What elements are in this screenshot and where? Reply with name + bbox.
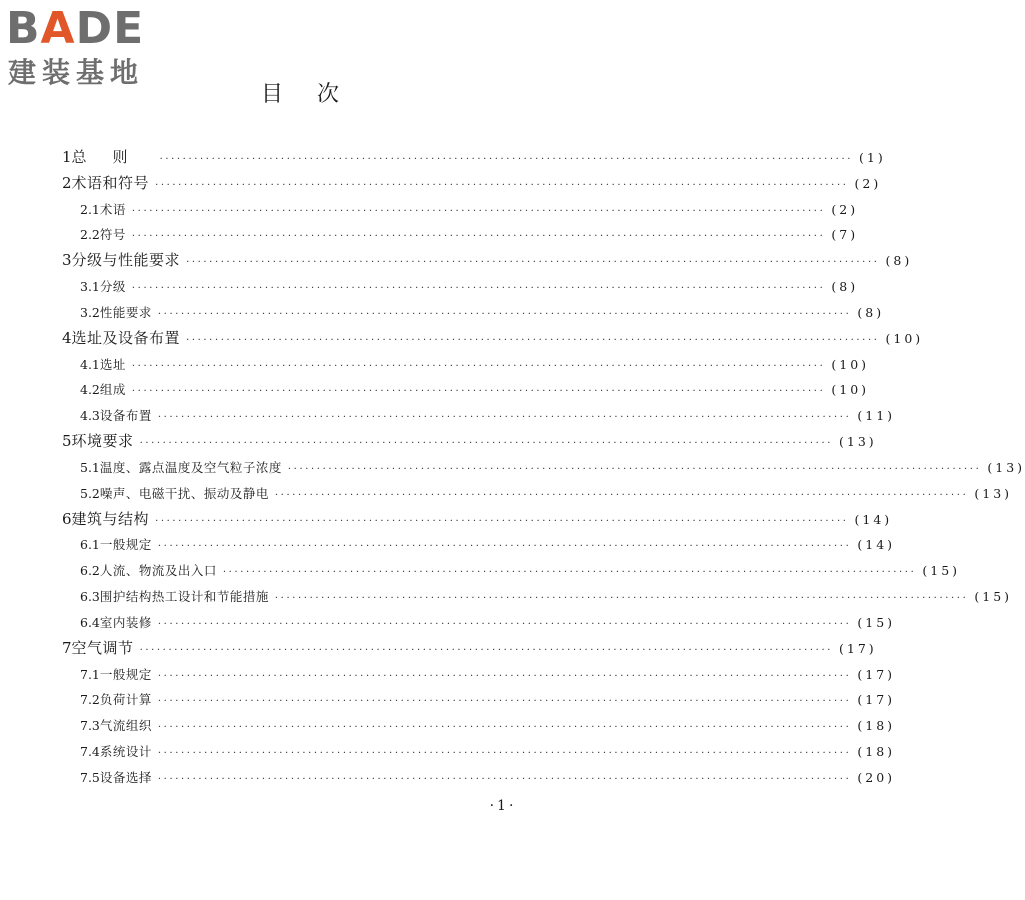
toc-entry-label: 空气调节 [71, 638, 134, 657]
toc-entry-number: 4.2 [80, 382, 100, 398]
toc-entry-number: 6.3 [80, 589, 100, 605]
toc-entry-page: (13) [974, 485, 1013, 501]
toc-entry-label: 术语和符号 [71, 173, 150, 192]
dot-leader: ························································································································ [274, 489, 969, 501]
dot-leader: ························································································································ [155, 515, 849, 527]
toc-entry-page: (11) [857, 408, 896, 424]
toc-entry-number: 5 [62, 432, 72, 451]
toc-entry-page: (7) [831, 227, 859, 243]
toc-entry-label: 围护结构热工设计和节能措施 [99, 589, 269, 605]
toc-entry-page: (18) [857, 744, 896, 760]
toc-section-entry[interactable] [62, 352, 870, 378]
dot-leader: ························································································································ [157, 308, 852, 320]
toc-entry-number: 6 [62, 509, 72, 528]
toc-section-entry[interactable] [62, 274, 859, 300]
toc-section-entry[interactable] [62, 662, 896, 688]
toc-section-entry[interactable] [62, 610, 896, 636]
toc-entry-page: (10) [885, 330, 924, 346]
toc-entry-label: 一般规定 [99, 537, 152, 553]
toc-chapter-entry[interactable] [62, 429, 877, 455]
toc-entry-label: 气流组织 [99, 718, 152, 734]
dot-leader: ························································································································ [139, 644, 834, 656]
toc-entry-page: (1) [859, 150, 886, 165]
dot-leader: ························································································································ [155, 179, 849, 191]
dot-leader: ························································································································ [131, 386, 826, 398]
toc-entry-page: (2) [854, 175, 882, 191]
toc-entry-number: 6.4 [80, 614, 100, 630]
toc-entry-number: 6.1 [80, 537, 100, 553]
toc-entry-label: 系统设计 [99, 744, 152, 760]
dot-leader: ························································································································ [131, 205, 826, 217]
toc-entry-page: (8) [857, 304, 885, 320]
toc-entry-number: 2.2 [80, 227, 100, 243]
toc-entry-label: 性能要求 [99, 304, 152, 320]
dot-leader: ························································································································ [131, 283, 826, 295]
toc-entry-page: (17) [857, 692, 896, 708]
toc-section-entry[interactable] [62, 584, 1013, 610]
toc-entry-number: 4 [62, 328, 72, 347]
toc-section-entry[interactable] [62, 687, 896, 713]
toc-section-entry[interactable] [62, 403, 896, 429]
toc-entry-label: 分级 [99, 279, 126, 295]
toc-section-entry[interactable] [62, 558, 961, 584]
toc-entry-number: 2.1 [80, 201, 100, 217]
toc-entry-number: 2 [62, 173, 72, 192]
toc-entry-label: 温度、露点温度及空气粒子浓度 [99, 459, 282, 475]
toc-entry-number: 6.2 [80, 563, 100, 579]
toc-entry-label: 噪声、电磁干扰、振动及静电 [99, 485, 269, 501]
toc-chapter-entry[interactable] [62, 145, 886, 171]
dot-leader: ························································································································ [139, 438, 834, 450]
toc-entry-page: (2) [831, 201, 859, 217]
toc-entry-label: 选址及设备布置 [71, 328, 181, 347]
toc-entry-label: 人流、物流及出入口 [99, 563, 217, 579]
toc-section-entry[interactable] [62, 300, 885, 326]
dot-leader: ························································································································ [186, 334, 880, 346]
toc-section-entry[interactable] [62, 377, 870, 403]
toc-entry-label: 室内装修 [99, 614, 152, 630]
toc-entry-label: 选址 [99, 356, 126, 372]
dot-leader: ························································································································ [157, 541, 852, 553]
toc-entry-page: (10) [831, 382, 870, 398]
dot-leader: ························································································································ [287, 463, 982, 475]
toc-section-entry[interactable] [62, 222, 859, 248]
toc-chapter-entry[interactable] [62, 636, 877, 662]
toc-entry-number: 5.1 [80, 459, 100, 475]
dot-leader: ························································································································ [157, 696, 852, 708]
toc-entry-label: 环境要求 [71, 432, 134, 451]
dot-leader: ························································································································ [157, 412, 852, 424]
toc-entry-page: (18) [857, 718, 896, 734]
dot-leader: ························································································································ [131, 360, 826, 372]
dot-leader: ························································································································ [157, 722, 852, 734]
dot-leader: ························································································································ [131, 231, 826, 243]
toc-entry-label: 术语 [99, 201, 126, 217]
dot-leader: ························································································································ [274, 593, 969, 605]
toc-entry-page: (15) [857, 614, 896, 630]
toc-chapter-entry[interactable] [62, 507, 893, 533]
toc-entry-label: 符号 [99, 227, 126, 243]
toc-entry-label: 设备选择 [99, 769, 152, 785]
toc-chapter-entry[interactable] [62, 326, 924, 352]
toc-chapter-entry[interactable] [62, 248, 913, 274]
toc-entry-label: 总则 [71, 148, 154, 166]
toc-section-entry[interactable] [62, 455, 1025, 481]
toc-entry-page: (15) [974, 589, 1013, 605]
dot-leader: ························································································································ [222, 567, 917, 579]
logo-chinese-name: 建装基地 [8, 56, 145, 89]
toc-entry-number: 3.1 [80, 279, 100, 295]
toc-entry-number: 7.5 [80, 769, 100, 785]
toc-entry-page: (13) [839, 434, 877, 450]
toc-entry-page: (14) [854, 511, 893, 527]
toc-section-entry[interactable] [62, 532, 896, 558]
toc-entry-page: (17) [839, 640, 877, 656]
dot-leader: ························································································································ [157, 670, 852, 682]
logo-wordmark: BADE [6, 3, 145, 54]
toc-entry-label: 负荷计算 [99, 692, 152, 708]
toc-section-entry[interactable] [62, 739, 896, 765]
toc-entry-page: (17) [857, 666, 896, 682]
toc-entry-number: 7.1 [80, 666, 100, 682]
dot-leader: ························································································································ [157, 748, 852, 760]
page-title: 目次 [260, 82, 373, 107]
toc-entry-page: (20) [857, 769, 896, 785]
dot-leader: ························································································································ [159, 154, 854, 165]
toc-entry-number: 7 [62, 638, 72, 657]
toc-entry-number: 3.2 [80, 304, 100, 320]
toc-entry-page: (8) [831, 279, 859, 295]
table-of-contents [62, 145, 1025, 791]
dot-leader: ························································································································ [157, 773, 852, 785]
toc-entry-label: 组成 [99, 382, 126, 398]
toc-entry-number: 7.2 [80, 692, 100, 708]
dot-leader: ························································································································ [186, 257, 880, 269]
toc-chapter-entry[interactable] [62, 171, 882, 197]
toc-entry-page: (10) [831, 356, 870, 372]
toc-entry-page: (13) [987, 459, 1025, 475]
toc-entry-label: 建筑与结构 [71, 509, 150, 528]
toc-section-entry[interactable] [62, 481, 1013, 507]
toc-section-entry[interactable] [62, 765, 896, 791]
toc-entry-page: (8) [885, 253, 913, 269]
toc-entry-number: 3 [62, 251, 72, 270]
toc-entry-number: 1 [62, 148, 72, 166]
toc-entry-number: 4.1 [80, 356, 100, 372]
toc-entry-label: 设备布置 [99, 408, 152, 424]
toc-entry-page: (15) [922, 563, 961, 579]
toc-section-entry[interactable] [62, 197, 859, 223]
toc-entry-number: 7.4 [80, 744, 100, 760]
toc-entry-label: 一般规定 [99, 666, 152, 682]
page-number: ·1· [489, 798, 517, 814]
toc-entry-number: 5.2 [80, 485, 100, 501]
toc-entry-number: 4.3 [80, 408, 100, 424]
toc-entry-label: 分级与性能要求 [71, 251, 181, 270]
toc-entry-number: 7.3 [80, 718, 100, 734]
toc-section-entry[interactable] [62, 713, 896, 739]
toc-entry-page: (14) [857, 537, 896, 553]
dot-leader: ························································································································ [157, 618, 852, 630]
